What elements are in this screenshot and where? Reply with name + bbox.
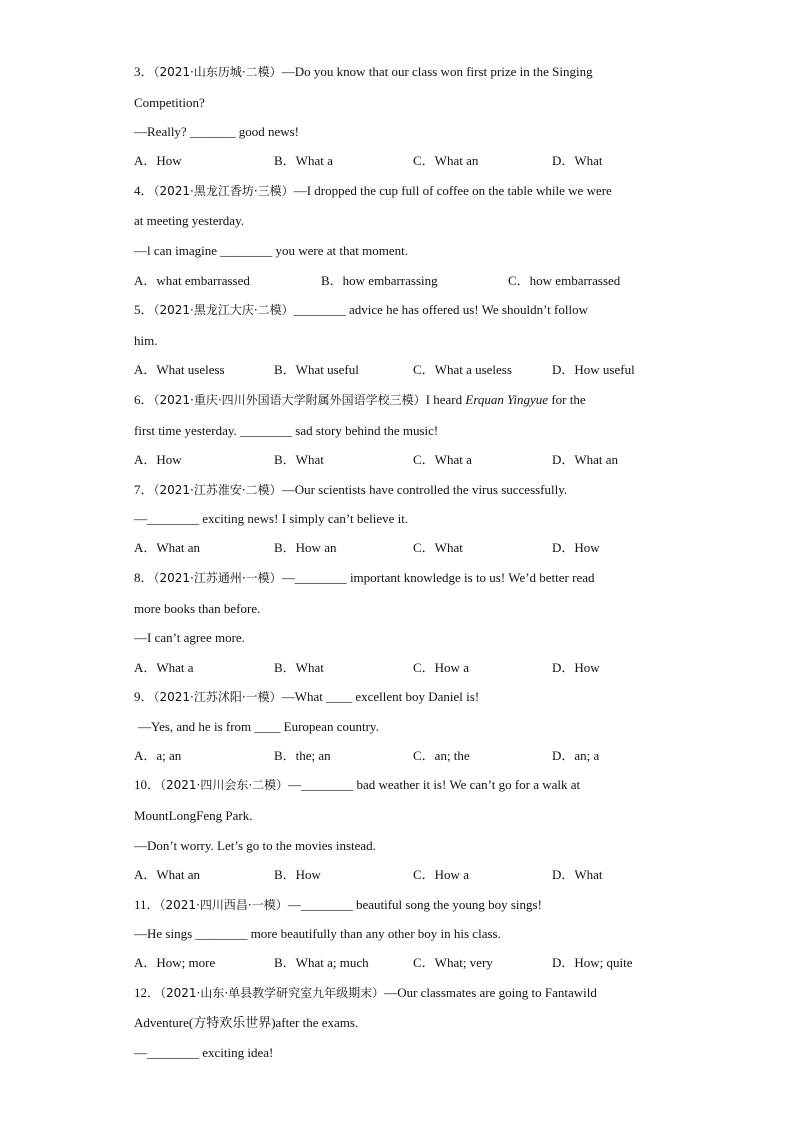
question-line: him. — [134, 333, 158, 348]
question-line: —l can imagine ________ you were at that moment. — [134, 243, 409, 258]
option-d: D．What — [552, 153, 603, 168]
question-9: 9．（2021·江苏沭阳·一模）—What ____ excellent boy Daniel is! — [134, 689, 480, 704]
option-d: D．How; quite — [552, 955, 633, 970]
question-line: —He sings ________ more beautifully than any other boy in his class. — [134, 926, 501, 941]
option-a: A．what embarrassed — [134, 273, 250, 288]
option-d: D．an; a — [552, 748, 600, 763]
option-b: B．the; an — [274, 748, 331, 763]
option-a: A．What an — [134, 867, 201, 882]
question-8: 8．（2021·江苏通州·一模）—________ important knowledge is to us! We’d better read — [134, 570, 595, 585]
option-c: C．How a — [413, 867, 469, 882]
option-c: C．What a useless — [413, 362, 512, 377]
question-line: —________ exciting idea! — [134, 1045, 274, 1060]
option-b: B．What useful — [274, 362, 359, 377]
option-b: B．how embarrassing — [321, 273, 438, 288]
question-3: 3．（2021·山东历城·二模）—Do you know that our class won first prize in the Singing — [134, 64, 593, 79]
option-a: A．How — [134, 153, 182, 168]
option-c: C．What a — [413, 452, 472, 467]
music-title: Erquan Yingyue — [465, 392, 549, 407]
question-7: 7．（2021·江苏淮安·二模）—Our scientists have controlled the virus successfully. — [134, 482, 568, 497]
question-line: first time yesterday. ________ sad story behind the music! — [134, 423, 439, 438]
option-b: B．What a — [274, 153, 333, 168]
option-c: C．How a — [413, 660, 469, 675]
question-line: Competition? — [134, 95, 205, 110]
option-a: A．a; an — [134, 748, 182, 763]
option-b: B．What a; much — [274, 955, 369, 970]
option-b: B．What — [274, 660, 324, 675]
question-5: 5．（2021·黑龙江大庆·二模）________ advice he has offered us! We shouldn’t follow — [134, 302, 588, 317]
option-c: C．What; very — [413, 955, 493, 970]
option-c: C．an; the — [413, 748, 470, 763]
question-12: 12．（2021·山东·单县教学研究室九年级期末）—Our classmates are going to Fantawild — [134, 985, 597, 1000]
option-a: A．What useless — [134, 362, 225, 377]
option-a: A．How; more — [134, 955, 216, 970]
question-line: at meeting yesterday. — [134, 213, 244, 228]
question-6: 6．（2021·重庆·四川外国语大学附属外国语学校三模）I heard Erquan Yingyue for the — [134, 392, 586, 407]
option-d: D．How — [552, 660, 600, 675]
option-a: A．What an — [134, 540, 201, 555]
option-c: C．What an — [413, 153, 479, 168]
option-b: B．How an — [274, 540, 337, 555]
question-11: 11．（2021·四川西昌·一模）—________ beautiful song the young boy sings! — [134, 897, 542, 912]
question-line: —Really? _______ good news! — [134, 124, 300, 139]
question-line: more books than before. — [134, 601, 261, 616]
question-line: MountLongFeng Park. — [134, 808, 253, 823]
option-d: D．How — [552, 540, 600, 555]
option-c: C．how embarrassed — [508, 273, 621, 288]
question-line: —I can’t agree more. — [134, 630, 245, 645]
question-4: 4．（2021·黑龙江香坊·三模）—I dropped the cup full of coffee on the table while we were — [134, 183, 612, 198]
question-line: —Don’t worry. Let’s go to the movies instead. — [134, 838, 376, 853]
option-b: B．What — [274, 452, 324, 467]
question-line: —Yes, and he is from ____ European country. — [138, 719, 379, 734]
option-a: A．How — [134, 452, 182, 467]
option-d: D．How useful — [552, 362, 635, 377]
option-d: D．What an — [552, 452, 619, 467]
question-line: Adventure(方特欢乐世界)after the exams. — [134, 1015, 359, 1030]
option-a: A．What a — [134, 660, 194, 675]
question-10: 10．（2021·四川会东·二模）—________ bad weather it is! We can’t go for a walk at — [134, 777, 581, 792]
question-line: —________ exciting news! I simply can’t believe it. — [134, 511, 409, 526]
option-c: C．What — [413, 540, 463, 555]
option-d: D．What — [552, 867, 603, 882]
option-b: B．How — [274, 867, 321, 882]
